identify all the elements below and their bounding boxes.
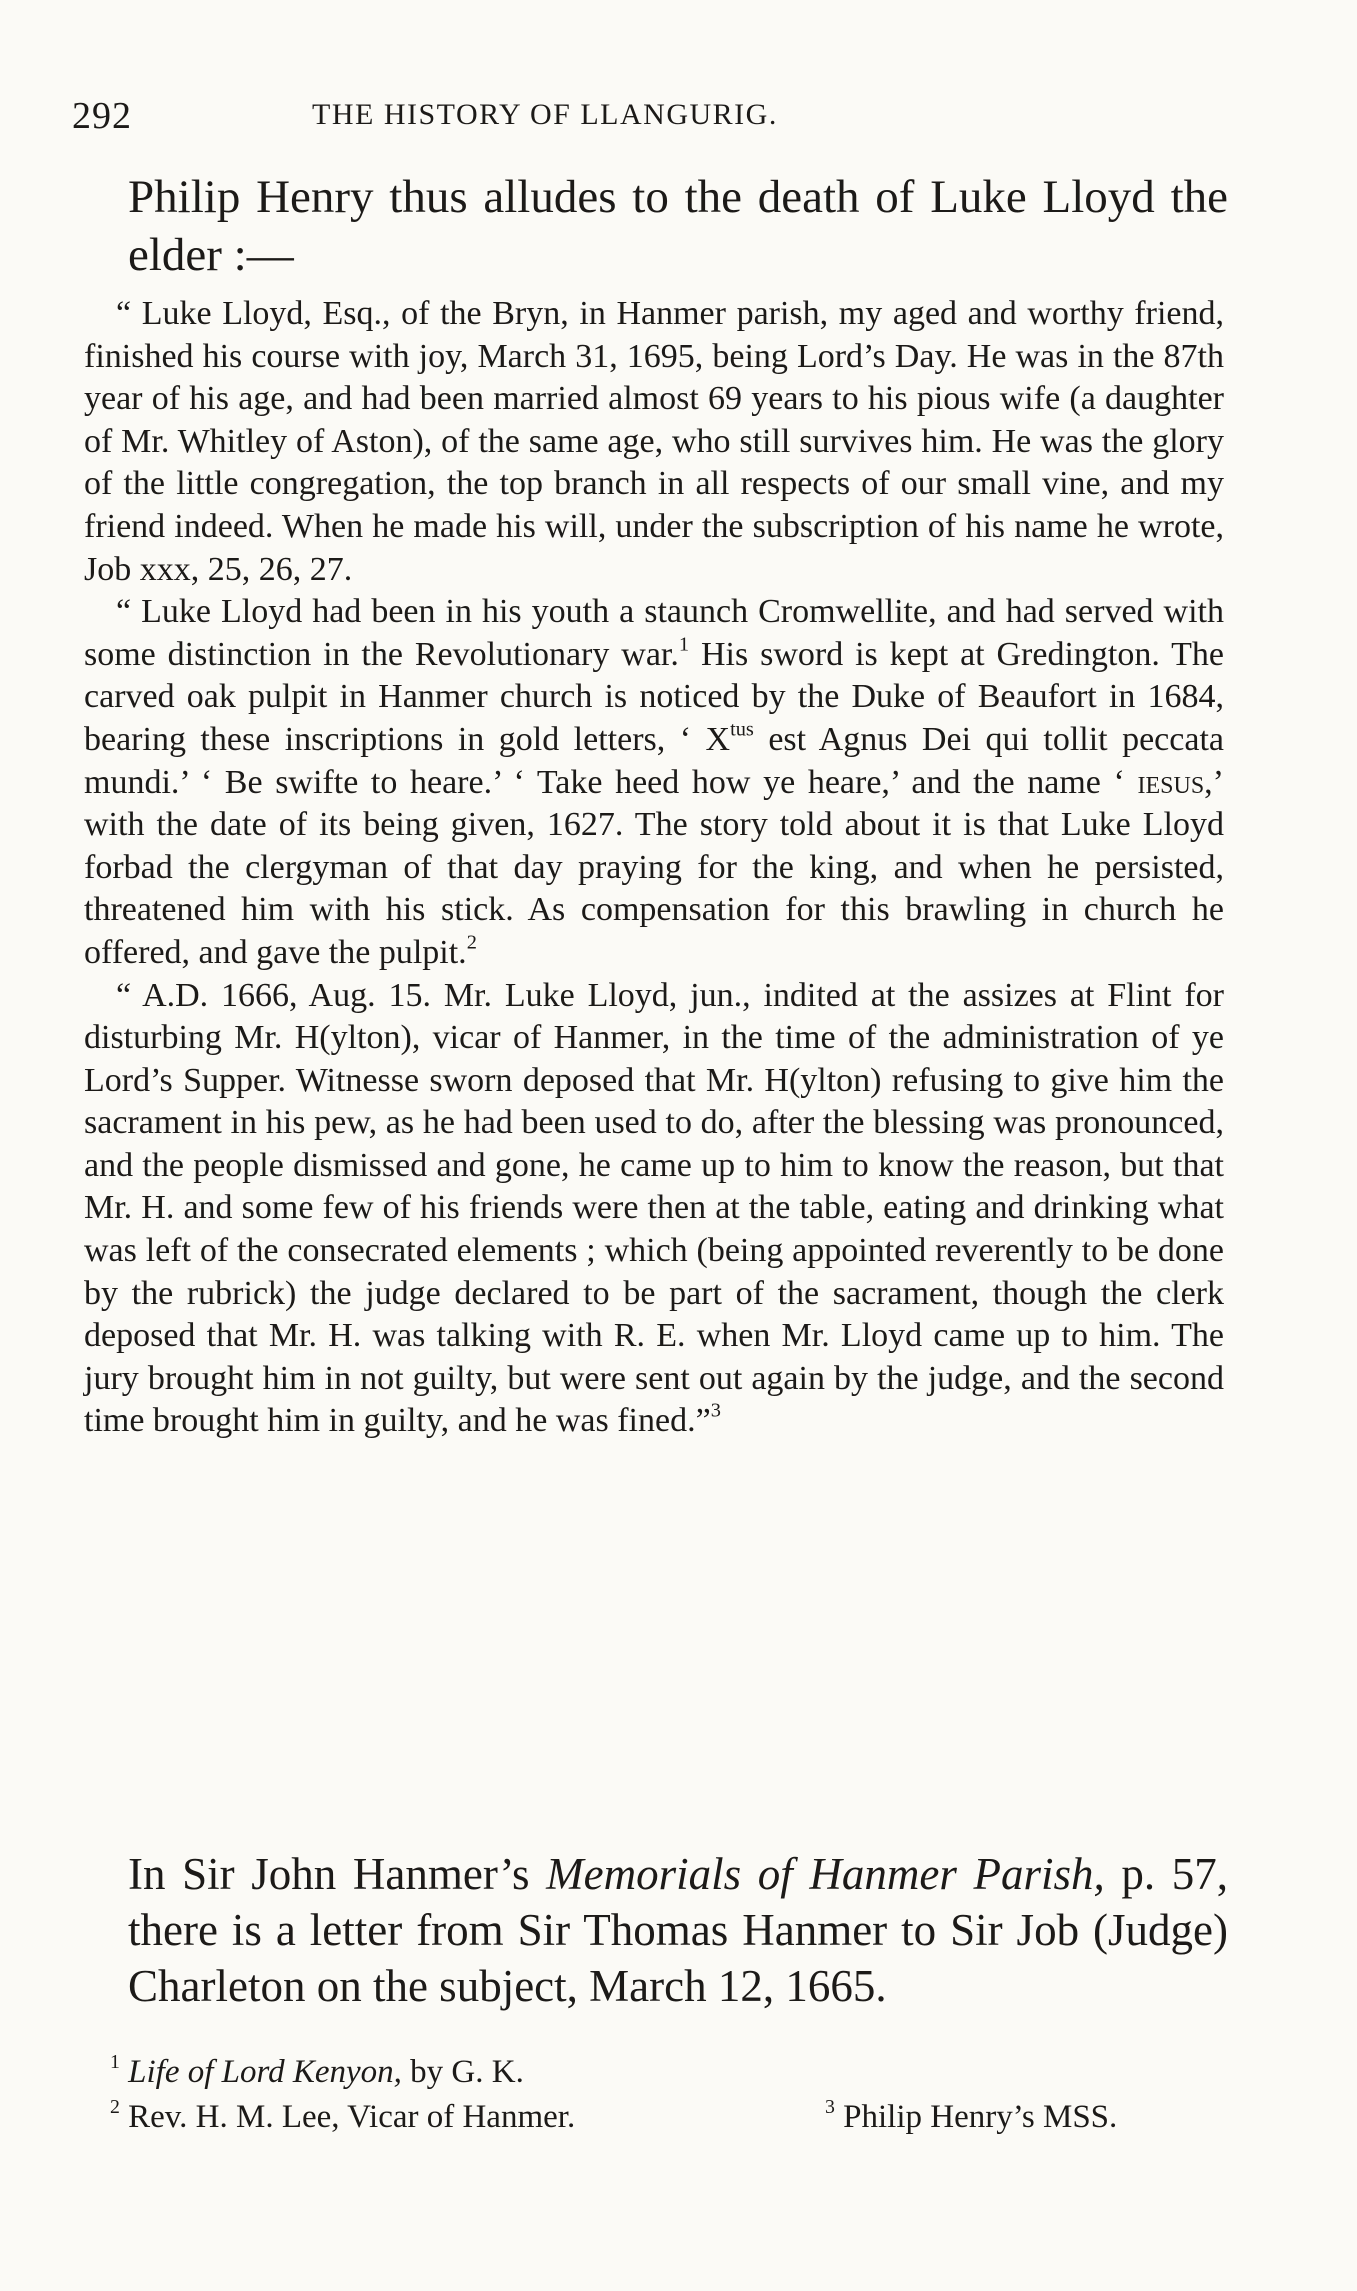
closing-text-b: p. 57, there is a letter from Sir Thomas Hanmer to Sir Job (Judge) Charleton on the subject, March 12, 1665. [128, 1849, 1228, 2011]
footnote-number: 3 [825, 2096, 835, 2119]
footnote-title: Life of Lord Kenyon, [128, 2054, 402, 2090]
intro-paragraph: Philip Henry thus alludes to the death of Luke Lloyd the elder :— [128, 171, 1228, 281]
footnote-1 [110, 2050, 1230, 2095]
footnote-number: 2 [110, 2096, 120, 2119]
quote-2-text-a: “ Luke Lloyd had been in his youth a staunch Cromwellite, and had served with some distinction in the Revolutionary war. [84, 593, 1224, 673]
quote-3-text: “ A.D. 1666, Aug. 15. Mr. Luke Lloyd, jun., indited at the assizes at Flint for disturbing Mr. H(ylton), vicar of Hanmer, in the time of the administration of ye Lord’s Supper. Witnesse sworn deposed that Mr. H(ylton) refusing to give him the sacrament in his pew, as he had been used to do, after the blessing was pronounced, and the people dismissed and gone, he came up to him to know the reason, but that Mr. H. and some few of his friends were then at the table, eating and drinking what was left of the consecrated elements ; which (being appointed reverently to be done by the rubrick) the judge declared to be part of the sacrament, though the clerk deposed that Mr. H. was talking with R. E. when Mr. Lloyd came up to him. The jury brought him in not guilty, but were sent out again by the judge, and the second time brought him in guilty, and he was fined.” [84, 976, 1224, 1440]
running-head: THE HISTORY OF LLANGURIG. [312, 98, 778, 131]
quote-paragraph-2 [84, 591, 1224, 974]
superscript-tus: tus [730, 718, 754, 741]
quote-paragraph-1: “ Luke Lloyd, Esq., of the Bryn, in Hanmer parish, my aged and worthy friend, finished his course with joy, March 31, 1695, being Lord’s Day. He was in the 87th year of his age, and had been married almost 69 years to his pious wife (a daughter of Mr. Whitley of Aston), of the same age, who still survives him. He was the glory of the little congregation, the top branch in all respects of our small vine, and my friend indeed. When he made his will, under the subscription of his name he wrote, Job xxx, 25, 26, 27. [84, 295, 1224, 588]
closing-text-a: In Sir John Hanmer’s [128, 1849, 547, 1899]
small-caps-iesus: iesus [1137, 763, 1205, 801]
footnote-2 [110, 2096, 576, 2135]
footnote-ref-1: 1 [678, 633, 690, 656]
book-title: Memorials of Hanmer Parish, [546, 1849, 1105, 1899]
quote-paragraph-3 [84, 975, 1224, 1444]
quote-2-text-d: ,’ with the date of its being given, 1627. The story told about it is that Luke Lloyd forbad the clergyman of that day praying for the king, and when he persisted, threatened him with his stick. As compensation for this brawling in church he offered, and gave the pulpit. [84, 763, 1224, 971]
footnotes [110, 2050, 1230, 2140]
footnote-ref-3: 3 [710, 1400, 721, 1423]
footnote-text: Philip Henry’s MSS. [843, 2099, 1118, 2135]
quote-2-text-c: est Agnus Dei qui tollit peccata mundi.’ ‘ Be swifte to heare.’ ‘ Take heed how ye heare,’ and the name ‘ [84, 720, 1224, 801]
footnote-row-2 [110, 2095, 1230, 2140]
closing-paragraph [128, 1846, 1228, 2014]
footnote-3 [825, 2095, 1117, 2140]
footnote-number: 1 [110, 2051, 120, 2074]
quote-2-text-b: His sword is kept at Gredington. The carved oak pulpit in Hanmer church is noticed by the Duke of Beaufort in 1684, bearing these inscriptions in gold letters, ‘ X [84, 635, 1224, 758]
footnote-ref-2: 2 [466, 931, 477, 954]
quotation-block [84, 293, 1224, 1443]
footnote-text: by G. K. [401, 2054, 524, 2090]
footnote-text: Rev. H. M. Lee, Vicar of Hanmer. [128, 2099, 576, 2135]
page-number: 292 [72, 95, 132, 137]
